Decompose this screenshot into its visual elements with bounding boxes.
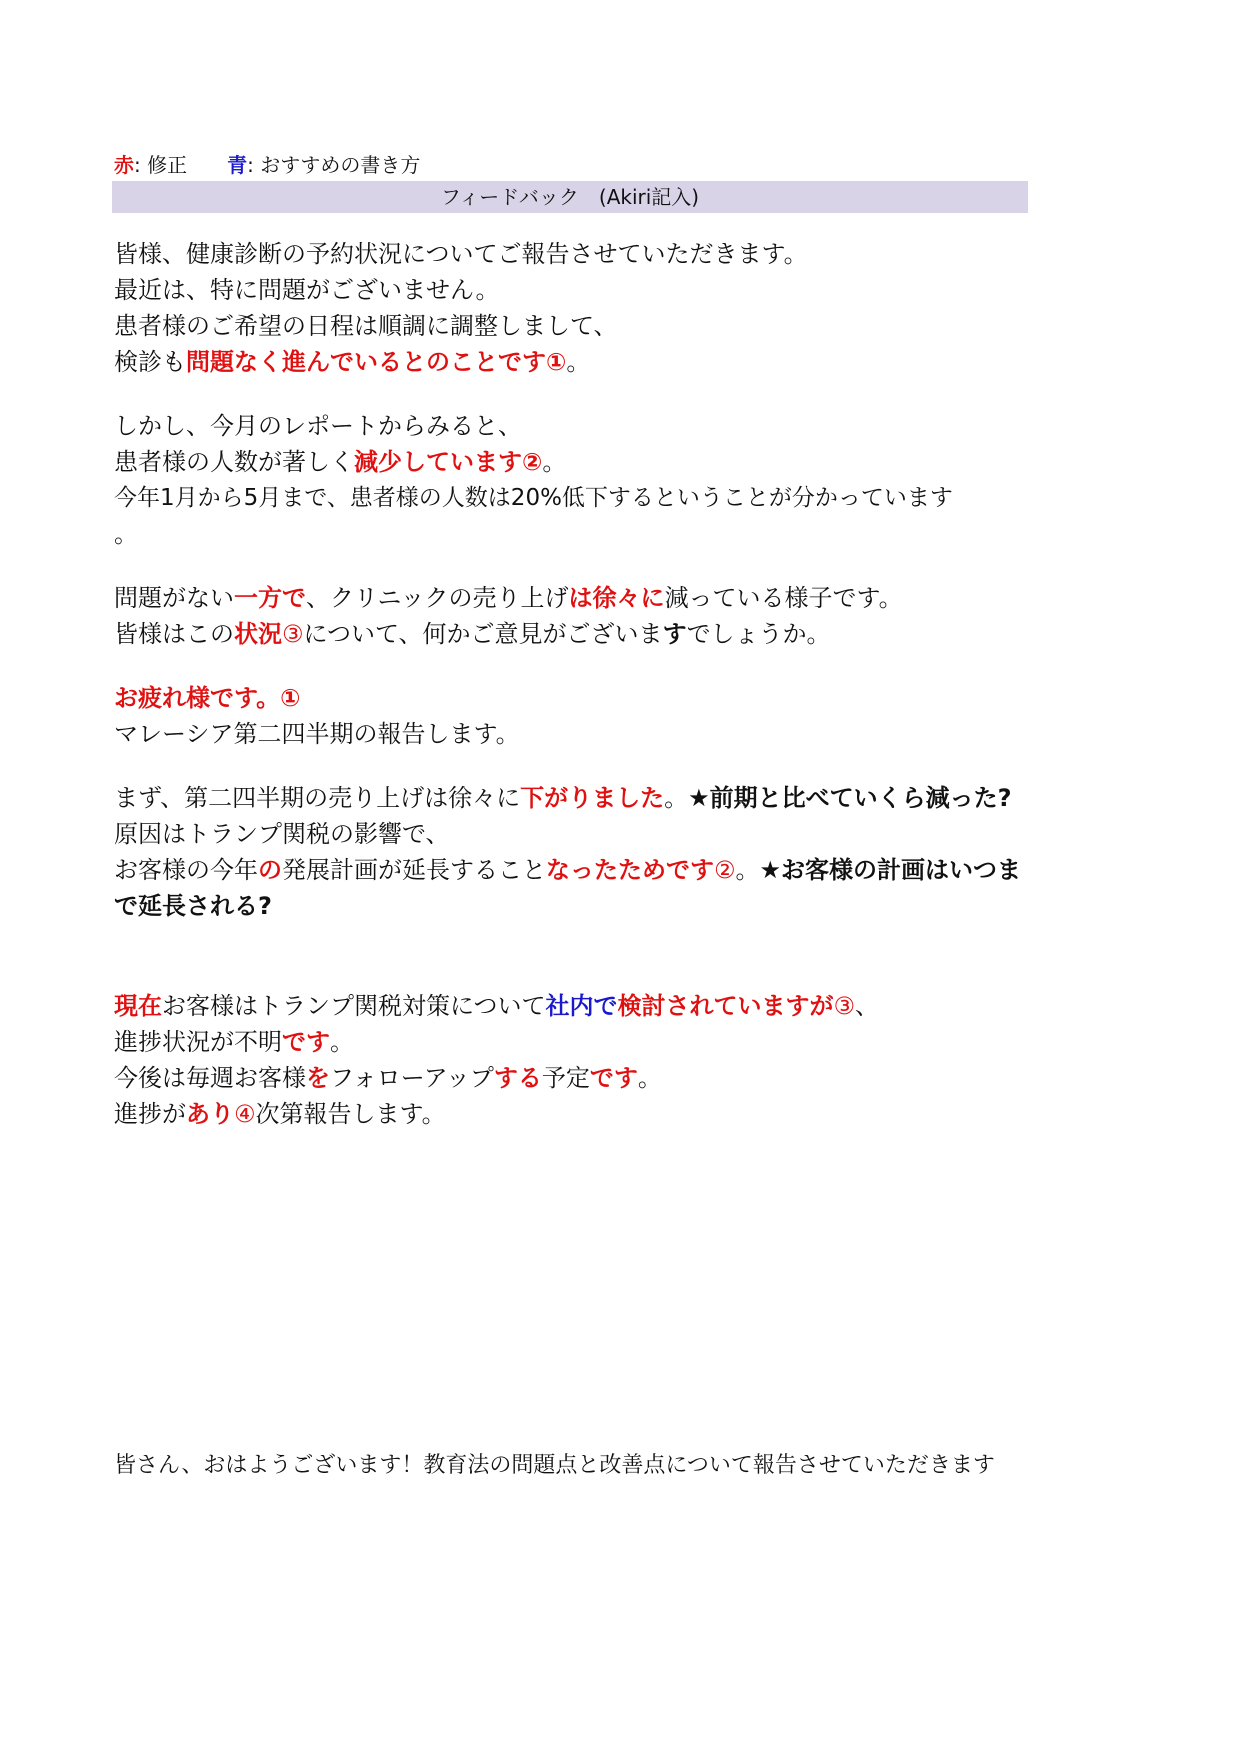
text-span: 。 [542, 448, 567, 476]
text-span: 。 [330, 1028, 354, 1056]
correction-span: なったためです [546, 856, 714, 884]
text-line [114, 852, 1034, 924]
text-span: 進捗が [114, 1100, 186, 1128]
text-span: フォローアップ [330, 1064, 494, 1092]
correction-span: 一方で [234, 584, 306, 612]
text-span: について、何かご意見がございま [303, 620, 663, 648]
text-line: マレーシア第二四半期の報告します。 [114, 720, 520, 748]
correction-span: 問題なく進んでいるとのことです① [186, 348, 567, 376]
correction-span: 下がりました [520, 784, 665, 812]
text-span: 検診も [114, 348, 186, 376]
text-span: 今後は毎週お客様 [114, 1064, 306, 1092]
text-line: 今年1月から5月まで、患者様の人数は20%低下するということが分かっています [114, 485, 953, 511]
suggestion-span: 社内で [545, 992, 618, 1020]
feedback-header: フィードバック (Akiri記入) [112, 181, 1028, 213]
text-line [114, 780, 1034, 816]
correction-span: の [258, 856, 282, 884]
correction-marker: ② [714, 856, 736, 884]
paragraph-health-check [114, 236, 1034, 380]
correction-span: あり [186, 1100, 234, 1128]
text-line: 最近は、特に問題がございません。 [114, 276, 500, 304]
text-span: お客様の今年 [114, 856, 258, 884]
correction-marker: ④ [234, 1100, 256, 1128]
text-line: 皆様、健康診断の予約状況についてご報告させていただきます。 [114, 240, 808, 268]
correction-span: 現在 [114, 992, 162, 1020]
text-line: 。 [114, 520, 138, 548]
text-span: 進捗状況が不明 [114, 1028, 282, 1056]
bold-span: す [662, 620, 687, 648]
text-line [114, 616, 1034, 652]
question-comment: ★お客様の計画はいつまで延長される? [114, 856, 1022, 920]
paragraph-q2-sales [114, 780, 1034, 924]
text-span: お客様はトランプ関税対策について [162, 992, 546, 1020]
text-line [114, 344, 1034, 380]
text-line [114, 580, 1034, 616]
legend-blue-char: 青 [227, 153, 248, 177]
text-line: 原因はトランプ関税の影響で、 [114, 820, 450, 848]
text-span: 次第報告します。 [255, 1100, 446, 1128]
paragraph-tariff-measures [114, 988, 1034, 1132]
text-span: 、 [855, 992, 880, 1020]
legend-red-char: 赤 [114, 153, 134, 177]
text-span: 患者様の人数が著しく [114, 448, 354, 476]
paragraph-malaysia-report [114, 680, 1034, 752]
text-span: 減っている様子です。 [664, 584, 903, 612]
text-span: 。 [735, 856, 760, 884]
question-comment: ★前期と比べていくら減った? [688, 784, 1012, 812]
text-span: 。 [566, 348, 591, 376]
correction-span: です [589, 1064, 638, 1092]
text-span: でしょうか。 [686, 620, 831, 648]
legend-red-desc: : 修正 [134, 153, 188, 177]
text-span: 、クリニックの売り上げ [306, 584, 569, 612]
text-span: 問題がない [114, 584, 234, 612]
correction-span: は徐々に [568, 584, 665, 612]
correction-span: 減少しています② [354, 448, 543, 476]
text-line [114, 1096, 1034, 1132]
text-span: 発展計画が延長すること [282, 856, 546, 884]
text-span: 皆様はこの [114, 620, 234, 648]
text-line [114, 1060, 1034, 1096]
correction-span: を [306, 1064, 330, 1092]
paragraph-patient-decline [114, 408, 1034, 552]
legend-blue-desc: : おすすめの書き方 [247, 153, 421, 177]
correction-span: する [493, 1064, 542, 1092]
text-span: 予定 [541, 1064, 590, 1092]
text-line: 患者様のご希望の日程は順調に調整しまして、 [114, 312, 618, 340]
correction-span: です [282, 1028, 330, 1056]
color-legend [114, 151, 420, 179]
text-span: 。 [664, 784, 689, 812]
correction-marker: ③ [833, 992, 856, 1020]
text-line [114, 1024, 1034, 1060]
bottom-greeting: 皆さん、おはようございます！教育法の問題点と改善点について報告させていただきます [114, 1453, 995, 1478]
text-span: 。 [637, 1064, 662, 1092]
correction-span: 状況 [234, 620, 282, 648]
text-line: しかし、今月のレポートからみると、 [114, 412, 522, 440]
correction-span: 検討されていますが [617, 992, 834, 1020]
correction-line: お疲れ様です。① [114, 684, 301, 712]
text-line [114, 444, 1034, 480]
paragraph-sales-decline [114, 580, 1034, 652]
text-span: まず、第二四半期の売り上げは徐々に [114, 784, 521, 812]
correction-marker: ③ [282, 620, 304, 648]
text-line [114, 988, 1034, 1024]
